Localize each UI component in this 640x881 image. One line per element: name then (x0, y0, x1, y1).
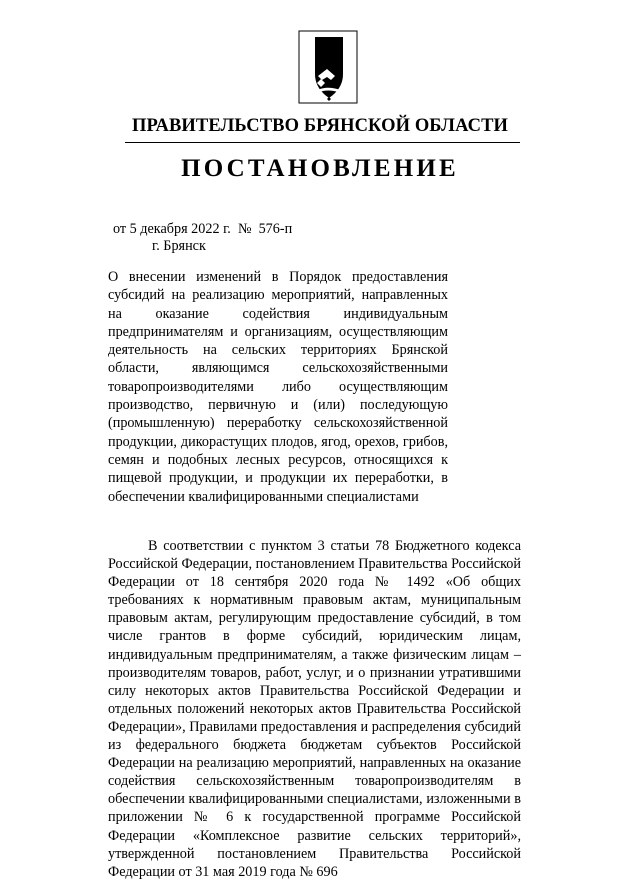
document-type: ПОСТАНОВЛЕНИЕ (181, 155, 459, 182)
government-name: ПРАВИТЕЛЬСТВО БРЯНСКОЙ ОБЛАСТИ (131, 116, 508, 136)
coat-of-arms-icon (298, 30, 358, 104)
city: г. Брянск (152, 238, 206, 254)
document-subject: О внесении изменений в Порядок предоставления субсидий на реализацию мероприятий, направленных на оказание содействия индивидуальным предпринимателям и организациям, осуществляющим деятельность на сельских территориях Брянской области, являющимся сельскохозяйственными товаропроизводителями либо осуществляющим производство, первичную и (или) последующую (промышленную) переработку сельскохозяйственной продукции, дикорастущих плодов, ягод, орехов, грибов, семян и подобных лесных ресурсов, относящихся к пищевой продукции, и продукции их переработки, в обеспечении квалифицированными специалистами (108, 269, 448, 505)
header-divider (125, 142, 520, 143)
body-paragraph: В соответствии с пунктом 3 статьи 78 Бюджетного кодекса Российской Федерации, постановлением Правительства Российской Федерации от 18 сентября 2020 года № 1492 «Об общих требованиях к нормативным правовым актам, муниципальным правовым актам, регулирующим предоставление субсидий, в том числе грантов в форме субсидий, юридическим лицам, индивидуальным предпринимателям, а также физическим лицам – производителям товаров, работ, услуг, и о признании утратившими силу некоторых актов Правительства Российской Федерации и отдельных положений некоторых актов Правительства Российской Федерации», Правилами предоставления и распределения субсидий из федерального бюджета бюджетам субъектов Российской Федерации на реализацию мероприятий, направленных на оказание содействия сельскохозяйственным товаропроизводителям в обеспечении квалифицированными специалистами, изложенными в приложении № 6 к государственной программе Российской Федерации «Комплексное развитие сельских территорий», утвержденной постановлением Правительства Российской Федерации от 31 мая 2019 года № 696 (108, 538, 521, 880)
date-and-number: от 5 декабря 2022 г. № 576-п (113, 221, 293, 237)
